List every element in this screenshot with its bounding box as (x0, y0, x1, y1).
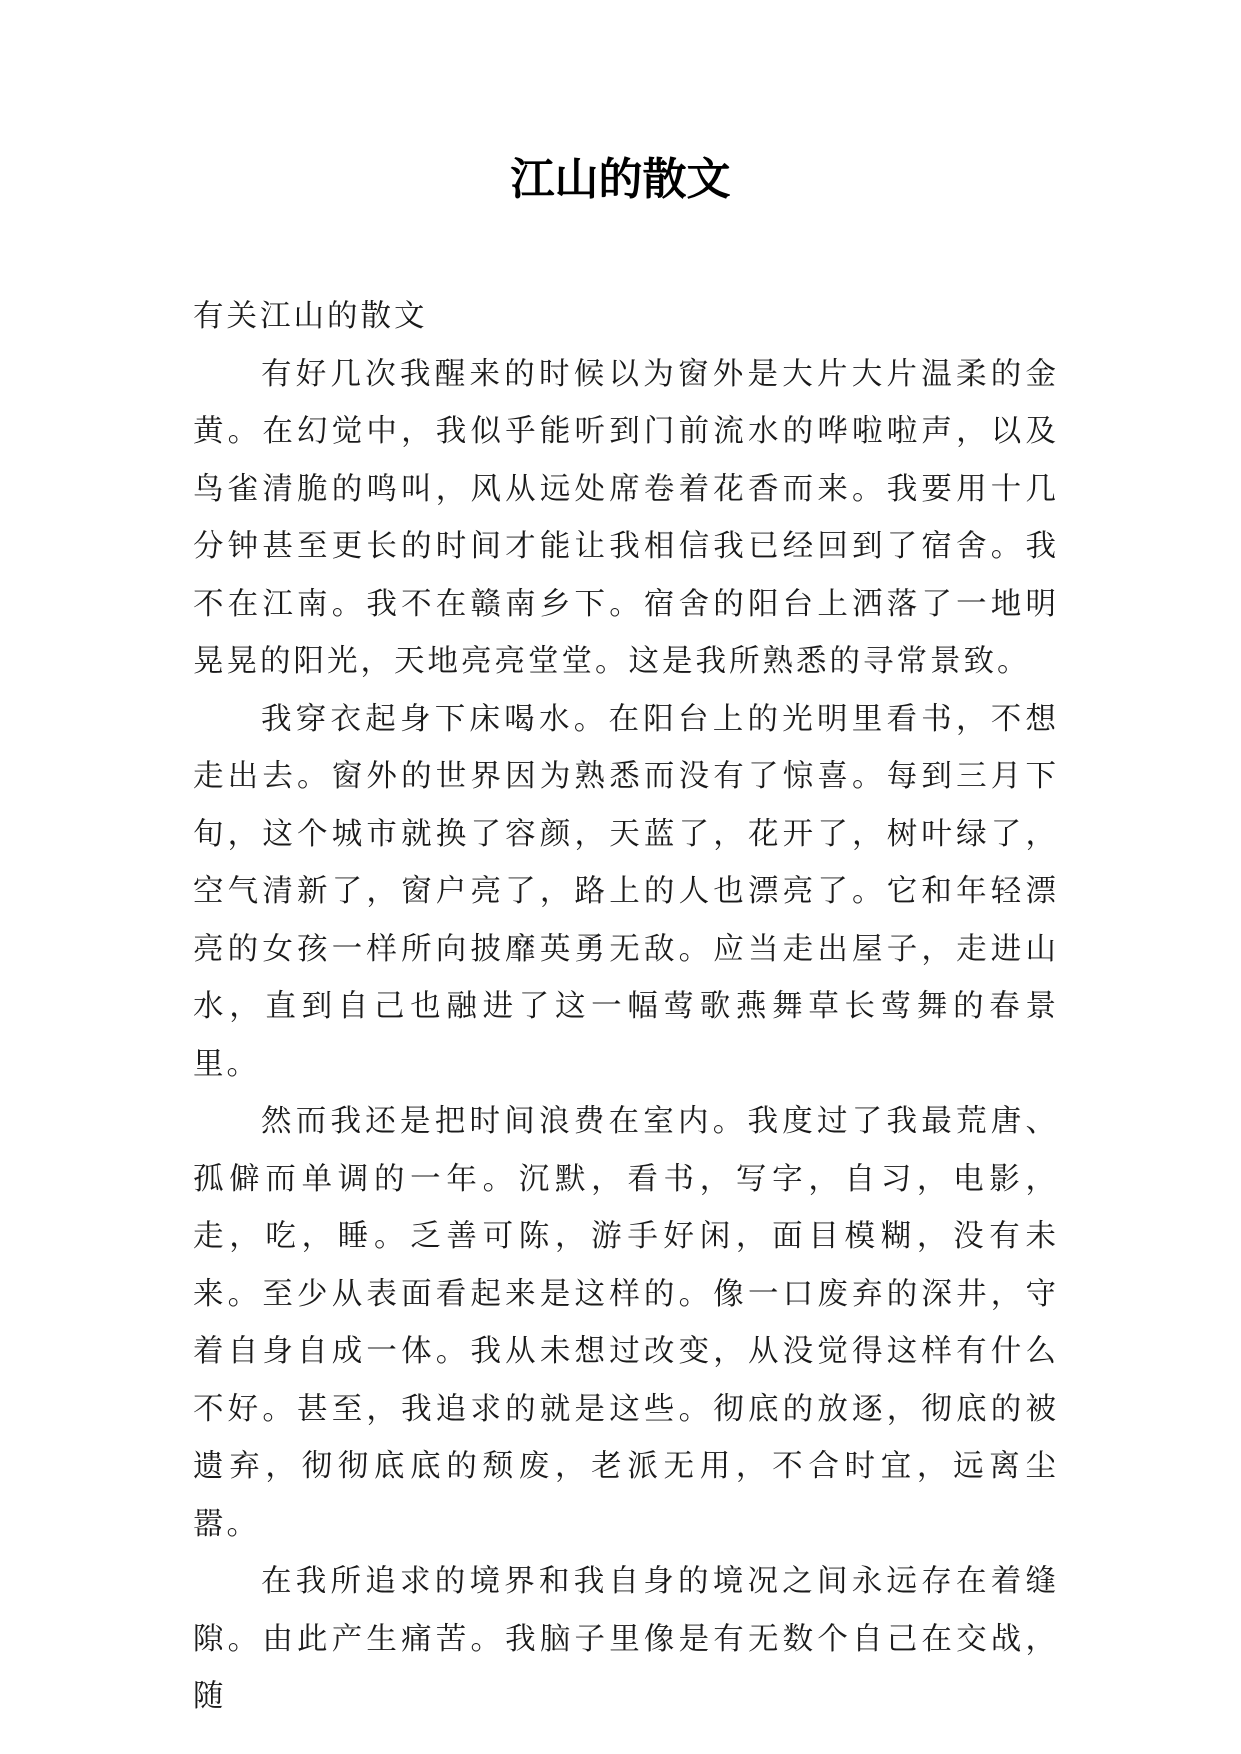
subtitle-line: 有关江山的散文 (193, 299, 428, 334)
document-title: 江山的散文 (510, 154, 731, 205)
paragraph: 有好几次我醒来的时候以为窗外是大片大片温柔的金黄。在幻觉中，我似乎能听到门前流水的哗啦啦声，以及鸟雀清脆的鸣叫，风从远处席卷着花香而来。我要用十几分钟甚至更长的时间才能让我相信我已经回到了宿舍。我不在江南。我不在赣南乡下。宿舍的阳台上洒落了一地明晃晃的阳光，天地亮亮堂堂。这是我所熟悉的寻常景致。 (193, 356, 1059, 679)
paragraph: 我穿衣起身下床喝水。在阳台上的光明里看书，不想走出去。窗外的世界因为熟悉而没有了惊喜。每到三月下旬，这个城市就换了容颜，天蓝了，花开了，树叶绿了，空气清新了，窗户亮了，路上的人也漂亮了。它和年轻漂亮的女孩一样所向披靡英勇无敌。应当走出屋子，走进山水，直到自己也融进了这一幅莺歌燕舞草长莺舞的春景里。 (193, 701, 1059, 1082)
paragraph: 在我所追求的境界和我自身的境况之间永远存在着缝隙。由此产生痛苦。我脑子里像是有无数个自己在交战，随 (193, 1564, 1059, 1714)
document-body (193, 288, 1059, 1726)
paragraph: 然而我还是把时间浪费在室内。我度过了我最荒唐、孤僻而单调的一年。沉默，看书，写字，自习，电影，走，吃，睡。乏善可陈，游手好闲，面目模糊，没有未来。至少从表面看起来是这样的。像一口废弃的深井，守着自身自成一体。我从未想过改变，从没觉得这样有什么不好。甚至，我追求的就是这些。彻底的放逐，彻底的被遗弃，彻彻底底的颓废，老派无用，不合时宜，远离尘嚣。 (193, 1104, 1059, 1542)
